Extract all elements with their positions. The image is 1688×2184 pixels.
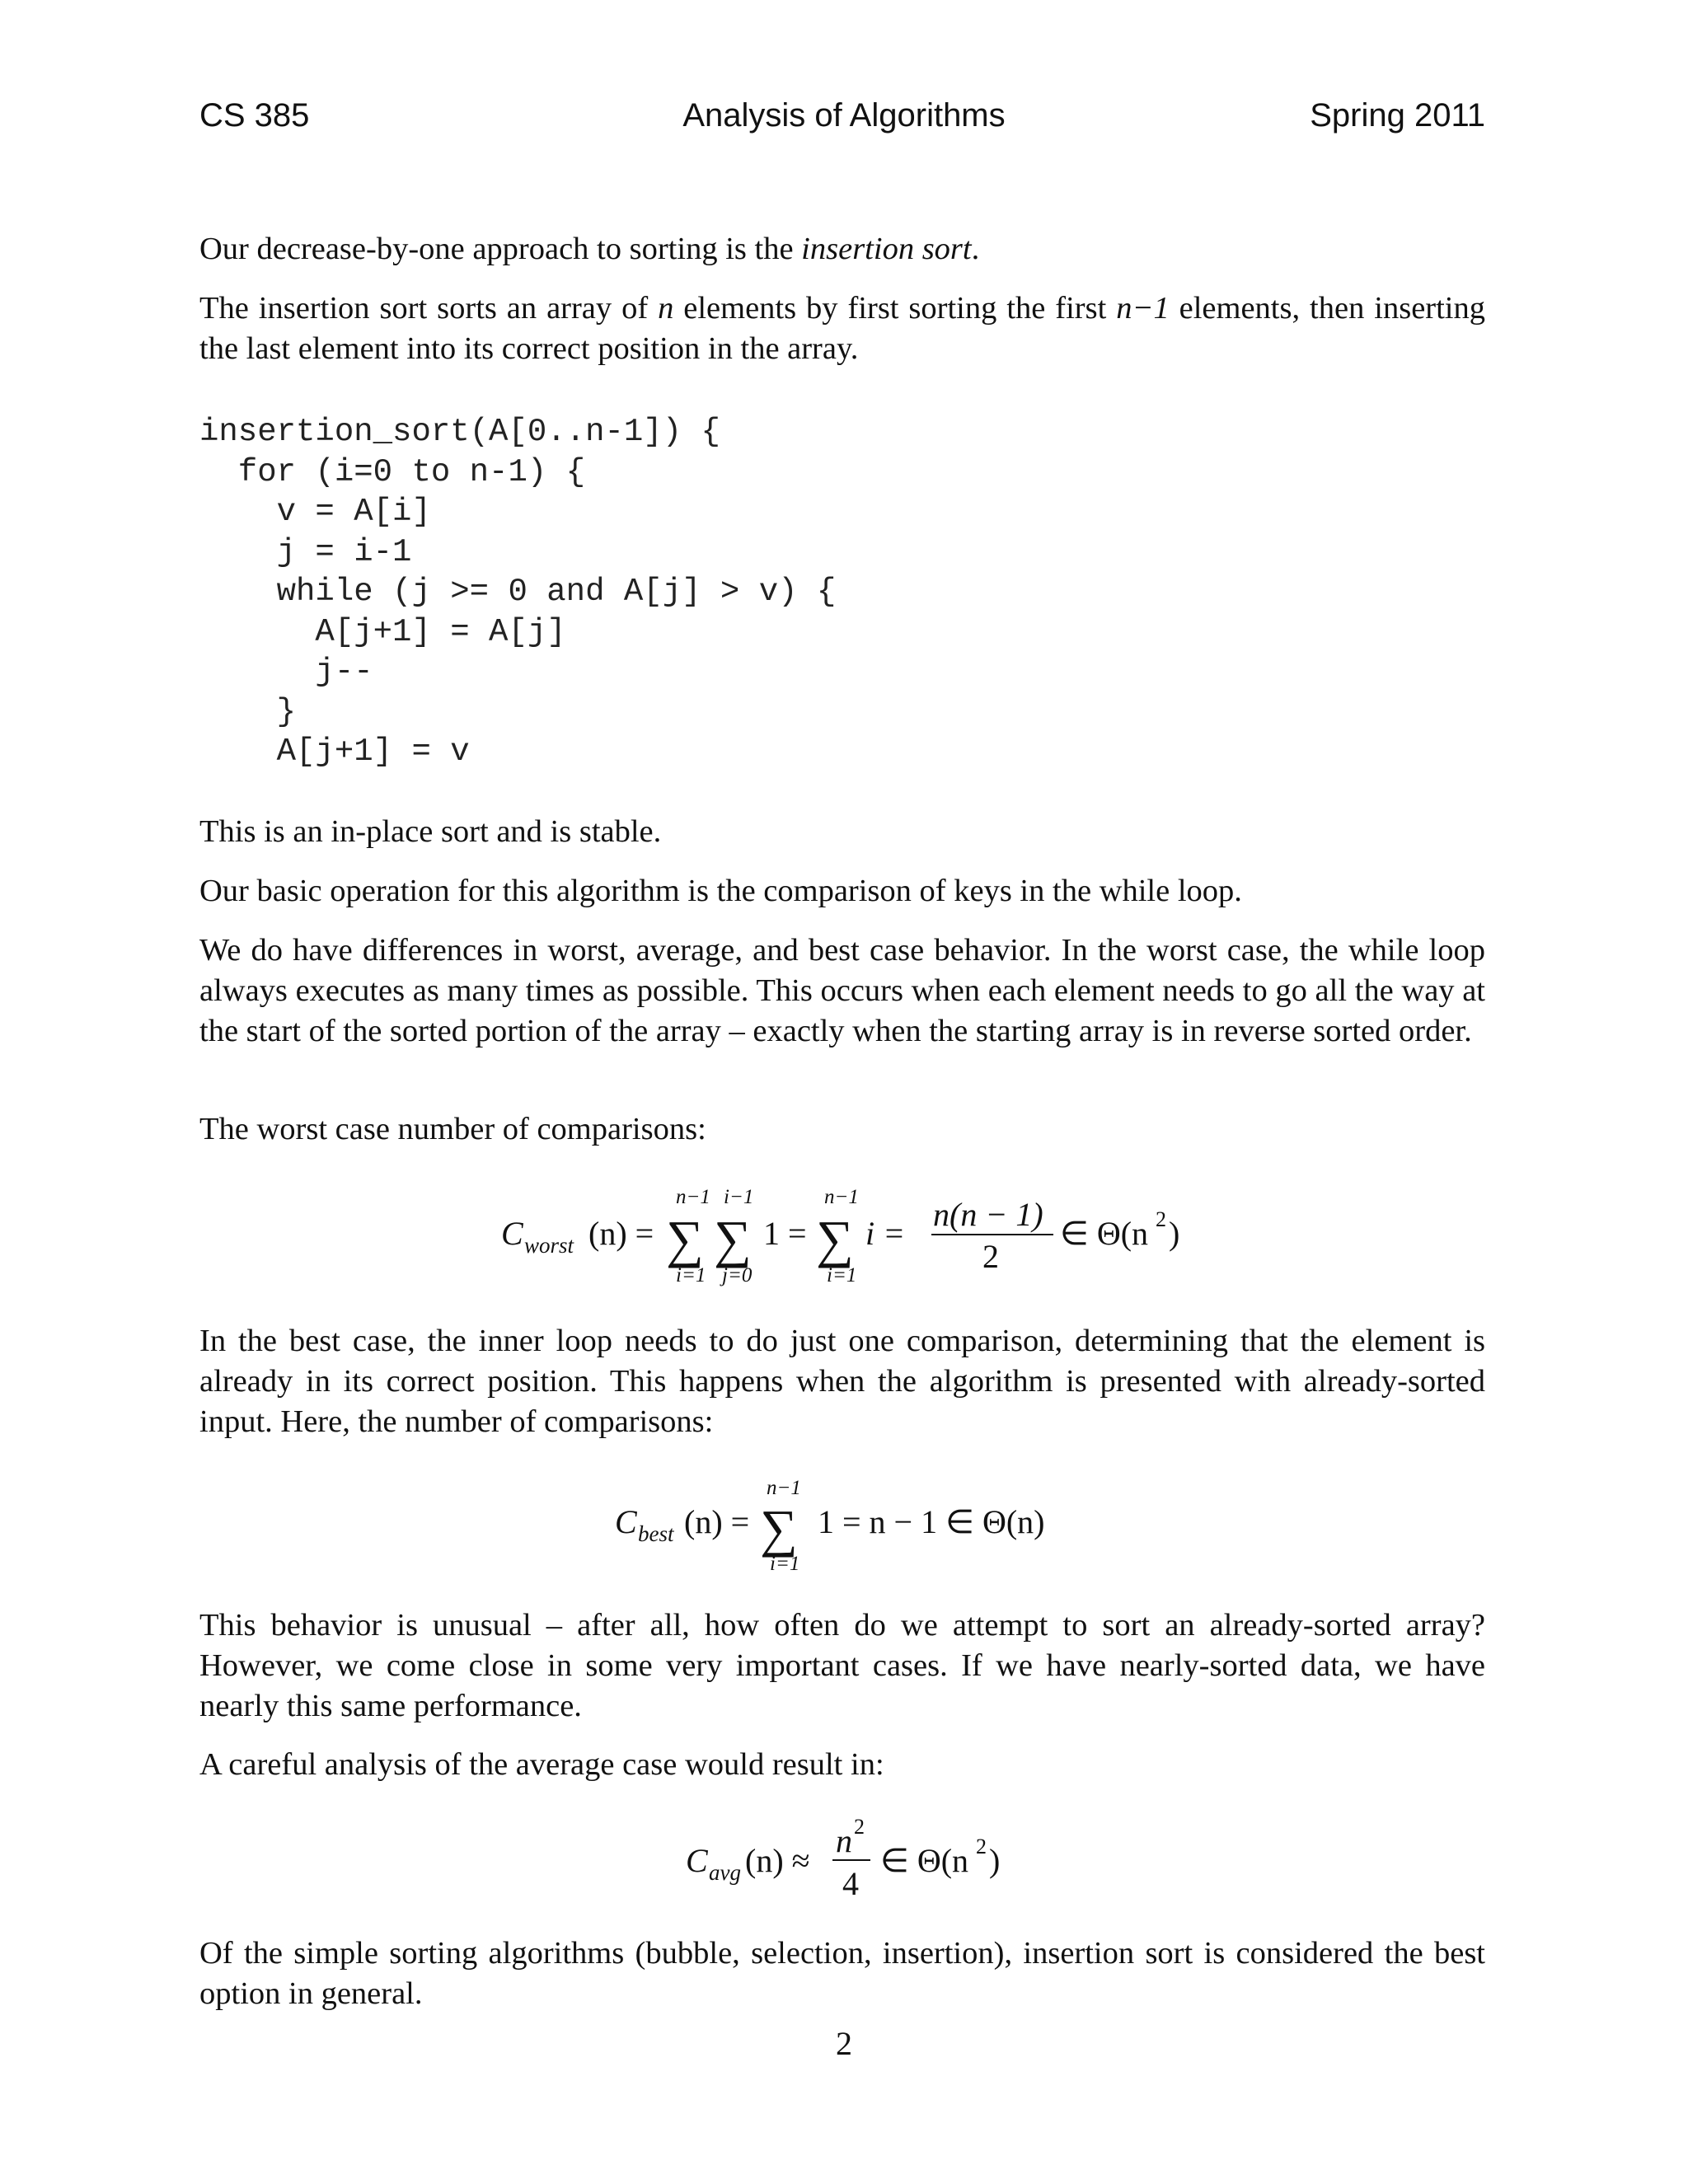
sum3-upper: n−1 xyxy=(824,1186,859,1208)
sigma: ∑ xyxy=(760,1499,798,1558)
math-n: n xyxy=(658,291,674,326)
eq-sub-worst: worst xyxy=(524,1233,574,1258)
intro-text: Our decrease-by-one approach to sorting is the xyxy=(199,232,802,266)
eq-sub-avg: avg xyxy=(709,1860,741,1885)
code-block xyxy=(199,412,836,772)
eq-one: 1 = xyxy=(763,1215,807,1252)
frac-numerator: n(n − 1) xyxy=(933,1196,1043,1233)
theta: ∈ Θ(n xyxy=(1060,1215,1149,1252)
sum3-lower: i=1 xyxy=(827,1264,857,1286)
math-n-minus-1: n−1 xyxy=(1116,291,1170,326)
intro-period: . xyxy=(971,232,980,266)
description-paragraph xyxy=(199,288,1485,369)
eq-i: i = xyxy=(865,1215,906,1252)
frac-numerator: n xyxy=(836,1822,852,1859)
insertion-sort-term: insertion sort xyxy=(801,232,972,266)
page-number: 2 xyxy=(836,2025,852,2062)
eq-arg: (n) ≈ xyxy=(745,1842,810,1879)
course-title: Analysis of Algorithms xyxy=(682,97,1006,134)
basic-operation-paragraph: Our basic operation for this algorithm is the comparison of keys in the while loop. xyxy=(199,874,1242,908)
sum1-lower: i=1 xyxy=(676,1264,706,1286)
sigma-3: ∑ xyxy=(816,1210,854,1268)
desc-text-c: elements, then inserting the last element into its correct position in the array. xyxy=(199,291,1485,366)
theta: ∈ Θ(n xyxy=(880,1842,969,1879)
sum-lower: i=1 xyxy=(770,1553,800,1575)
theta-exponent: 2 xyxy=(1156,1207,1166,1231)
course-code: CS 385 xyxy=(199,97,310,134)
theta-close: ) xyxy=(1169,1215,1180,1252)
desc-text-a: The insertion sort sorts an array of xyxy=(199,291,659,326)
sum-upper: n−1 xyxy=(767,1477,801,1499)
code-line: while (j >= 0 and A[j] > v) { xyxy=(199,574,837,610)
best-case-equation xyxy=(0,1475,1688,1599)
code-line: j = i-1 xyxy=(199,533,412,570)
conclusion-paragraph: Of the simple sorting algorithms (bubble, selection, insertion), insertion sort is considered the best option in general. xyxy=(199,1936,1485,2011)
code-line: A[j+1] = v xyxy=(199,733,470,770)
eq-rhs: 1 = n − 1 ∈ Θ(n) xyxy=(818,1503,1045,1540)
worst-intro-paragraph: The worst case number of comparisons: xyxy=(199,1112,706,1146)
sigma-2: ∑ xyxy=(714,1210,752,1268)
theta-exponent: 2 xyxy=(976,1835,987,1858)
code-line: A[j+1] = A[j] xyxy=(199,613,566,650)
intro-paragraph xyxy=(199,229,1485,269)
best-intro-paragraph: In the best case, the inner loop needs to do just one comparison, determining that the element is already in its correct position. This happens when the algorithm is presented with already-sorted input. Here, the number of comparisons: xyxy=(199,1324,1485,1439)
avg-intro-paragraph: A careful analysis of the average case would result in: xyxy=(199,1747,884,1782)
in-place-paragraph: This is an in-place sort and is stable. xyxy=(199,814,662,849)
eq-arg: (n) = xyxy=(588,1215,654,1252)
frac-denominator: 2 xyxy=(982,1238,999,1275)
eq-c: C xyxy=(615,1503,637,1540)
term: Spring 2011 xyxy=(1310,97,1485,134)
code-line: j-- xyxy=(199,654,373,690)
eq-c: C xyxy=(501,1215,523,1252)
average-case-equation xyxy=(0,1809,1688,1933)
theta-close: ) xyxy=(989,1842,1001,1879)
desc-text-b: elements by first sorting the first xyxy=(673,291,1117,326)
sum2-upper: i−1 xyxy=(724,1186,754,1208)
numerator-exponent: 2 xyxy=(854,1815,865,1839)
frac-denominator: 4 xyxy=(842,1865,859,1902)
worst-case-equation xyxy=(0,1179,1688,1302)
sigma-1: ∑ xyxy=(666,1210,704,1268)
eq-c: C xyxy=(686,1842,708,1879)
sum2-lower: j=0 xyxy=(722,1264,753,1286)
code-line: for (i=0 to n-1) { xyxy=(199,453,586,490)
cases-paragraph: We do have differences in worst, average, and best case behavior. In the worst case, the while loop always executes as many times as possible. This occurs when each element needs to go all the way at the start of the sorted portion of the array – exactly when the starting array is in reverse sorted order. xyxy=(199,933,1485,1048)
code-line: } xyxy=(199,693,297,730)
sum1-upper: n−1 xyxy=(676,1186,710,1208)
code-line: insertion_sort(A[0..n-1]) { xyxy=(199,414,720,450)
unusual-paragraph: This behavior is unusual – after all, how often do we attempt to sort an already-sorted array? However, we come close in some very important cases. If we have nearly-sorted data, we have nearly this same performance. xyxy=(199,1608,1485,1723)
eq-arg: (n) = xyxy=(684,1503,750,1540)
code-line: v = A[i] xyxy=(199,494,431,530)
eq-sub-best: best xyxy=(638,1521,674,1546)
